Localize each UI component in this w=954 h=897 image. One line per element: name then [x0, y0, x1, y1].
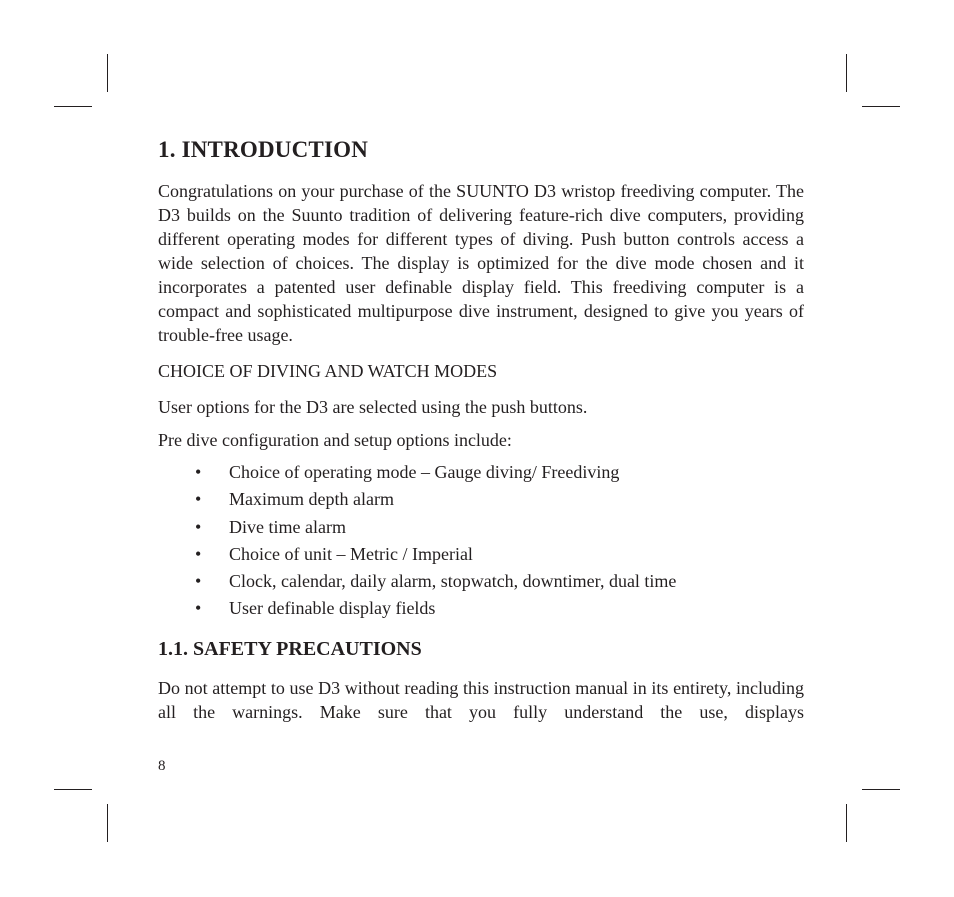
user-options-line: User options for the D3 are selected using the push buttons.	[158, 397, 588, 417]
pre-dive-config-line: Pre dive configuration and setup options include:	[158, 430, 512, 450]
list-item-text: Choice of operating mode – Gauge diving/ Freediving	[229, 462, 620, 482]
page-number: 8	[158, 758, 166, 774]
list-item-text: User definable display fields	[229, 598, 436, 619]
bullet-icon: •	[195, 571, 202, 592]
crop-mark-top-left-horizontal	[54, 106, 92, 107]
list-item-text: Dive time alarm	[229, 516, 346, 537]
safety-heading: 1.1. SAFETY PRECAUTIONS	[158, 638, 422, 660]
intro-paragraph: Congratulations on your purchase of the SUUNTO D3 wristop freediving computer. The D3 builds on the Suunto tradition of delivering feature-rich dive computers, providing different operating modes for different types of diving. Push button controls access a wide selection of choices. The display is optimized for the dive mode chosen and it incorporates a patented user definable display field. This freediving computer is a compact and sophisticated multipurpose dive instrument, designed to give you years of trouble-free usage.	[158, 181, 804, 345]
chapter-heading: 1. INTRODUCTION	[158, 137, 369, 162]
bullet-icon: •	[195, 516, 202, 537]
crop-mark-top-right-horizontal	[862, 106, 900, 107]
crop-mark-bottom-right-vertical	[846, 804, 847, 842]
crop-mark-top-right-vertical	[846, 54, 847, 92]
modes-subheading: CHOICE OF DIVING AND WATCH MODES	[158, 361, 498, 381]
safety-paragraph: Do not attempt to use D3 without reading this instruction manual in its entirety, including all the warnings. Make sure that you fully understand the use, displays	[158, 678, 804, 722]
bullet-icon: •	[195, 489, 202, 510]
crop-mark-top-left-vertical	[107, 54, 108, 92]
crop-mark-bottom-left-horizontal	[54, 789, 92, 790]
list-item-text: Choice of unit – Metric / Imperial	[229, 543, 473, 564]
bullet-icon: •	[195, 598, 202, 619]
list-item-text: Maximum depth alarm	[229, 489, 394, 510]
crop-mark-bottom-left-vertical	[107, 804, 108, 842]
bullet-icon: •	[195, 462, 202, 482]
bullet-icon: •	[195, 543, 202, 564]
crop-mark-bottom-right-horizontal	[862, 789, 900, 790]
list-item-text: Clock, calendar, daily alarm, stopwatch, downtimer, dual time	[229, 571, 677, 592]
